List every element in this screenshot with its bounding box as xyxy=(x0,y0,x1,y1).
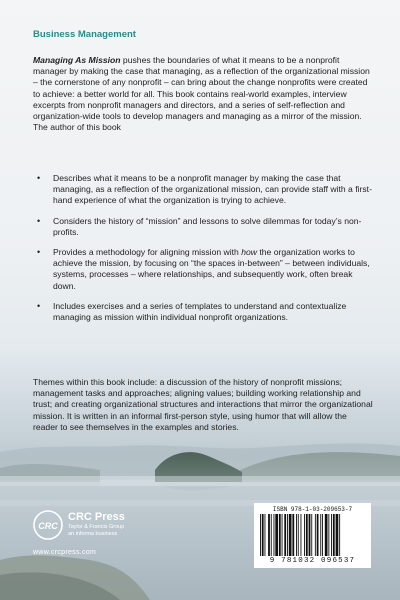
barcode-bar xyxy=(274,514,275,556)
barcode-bar xyxy=(292,514,294,556)
barcode-bar xyxy=(271,514,272,556)
feature-list xyxy=(33,173,373,332)
barcode-digits: 9 781032 096537 xyxy=(269,557,356,565)
barcode-bar xyxy=(287,514,288,556)
barcode-bar xyxy=(260,514,261,556)
barcode-bar xyxy=(331,514,332,556)
publisher-name: CRC Press xyxy=(68,511,125,523)
publisher-tagline: an informa business xyxy=(68,531,118,537)
themes-paragraph: Themes within this book include: a discussion of the history of nonprofit missions; management tasks and approaches; aligning values; building working relationship and trust; and creating organizational structures and interactions that mirror the organizational mission. It is written in an informal first-person style, using humor that will allow the reader to see themselves in the examples and stories. xyxy=(33,377,373,432)
barcode-bar xyxy=(262,514,264,556)
bullet-icon: • xyxy=(37,173,41,183)
barcode-bar xyxy=(284,514,286,556)
crc-logo-icon xyxy=(33,510,63,540)
isbn-barcode xyxy=(254,503,371,568)
barcode-bars xyxy=(258,514,367,556)
barcode-bar xyxy=(315,514,316,556)
barcode-bar xyxy=(282,514,283,556)
barcode-bar xyxy=(333,514,335,556)
barcode-bar xyxy=(298,514,299,556)
isbn-label: ISBN 978-1-03-209653-7 xyxy=(272,506,353,513)
barcode-bar xyxy=(268,514,270,556)
publisher-url: www.crcpress.com xyxy=(33,549,97,556)
list-item: • Describes what it means to be a nonprofit manager by making the case that managing, as a reflection of the organizational mission, can provide staff with a first-hand experience of what the organization is trying to achieve. xyxy=(37,173,372,206)
intro-text: pushes the boundaries of what it means to be a nonprofit manager by making the case that managing, as a reflection of the organizational mission – the cornerstone of any nonprofit – can bring about the change nonprofits were created to achieve: a better world for all. This book contains real-world examples, interview excerpts from nonprofit managers and directors, and a series of self-reflection and organization-wide tools to develop managers and managing as a mirror of the mission. The author of this book xyxy=(33,55,370,133)
intro-paragraph xyxy=(33,55,373,133)
bullet-icon: • xyxy=(37,247,41,258)
list-item: • Provides a methodology for aligning mission with how the organization works to achieve the mission, by focusing on “the spaces in-between” – between individuals, systems, processes – where relationships, and subsequently work, often break down. xyxy=(37,247,370,291)
crc-logo-text: CRC xyxy=(38,521,58,531)
barcode-bar xyxy=(339,514,340,556)
publisher-group: Taylor & Francis Group xyxy=(68,524,125,530)
barcode-bar xyxy=(328,514,329,556)
publisher-block xyxy=(33,510,233,570)
barcode-bar xyxy=(309,514,311,556)
barcode-bar xyxy=(279,514,281,556)
list-item: • Considers the history of “mission” and lessons to solve dilemmas for today’s non-profits. xyxy=(37,215,362,237)
list-item: • Includes exercises and a series of templates to understand and contextualize managing as mission within individual nonprofit organizations. xyxy=(37,300,347,323)
barcode-bar xyxy=(317,514,319,556)
barcode-bar xyxy=(296,514,297,556)
barcode-bar xyxy=(306,514,308,556)
book-title: Managing As Mission xyxy=(33,55,121,65)
barcode-bar xyxy=(275,514,278,556)
bullet-icon: • xyxy=(37,300,41,311)
barcode-bar xyxy=(289,514,292,556)
barcode-bar xyxy=(311,514,312,556)
barcode-bar xyxy=(336,514,339,556)
barcode-bar xyxy=(304,514,305,556)
barcode-bar xyxy=(301,514,302,556)
bullet-icon: • xyxy=(37,215,41,226)
barcode-bar xyxy=(322,514,323,556)
barcode-bar xyxy=(265,514,266,556)
category-label: Business Management xyxy=(33,29,136,40)
barcode-bar xyxy=(320,514,321,556)
barcode-bar xyxy=(325,514,328,556)
